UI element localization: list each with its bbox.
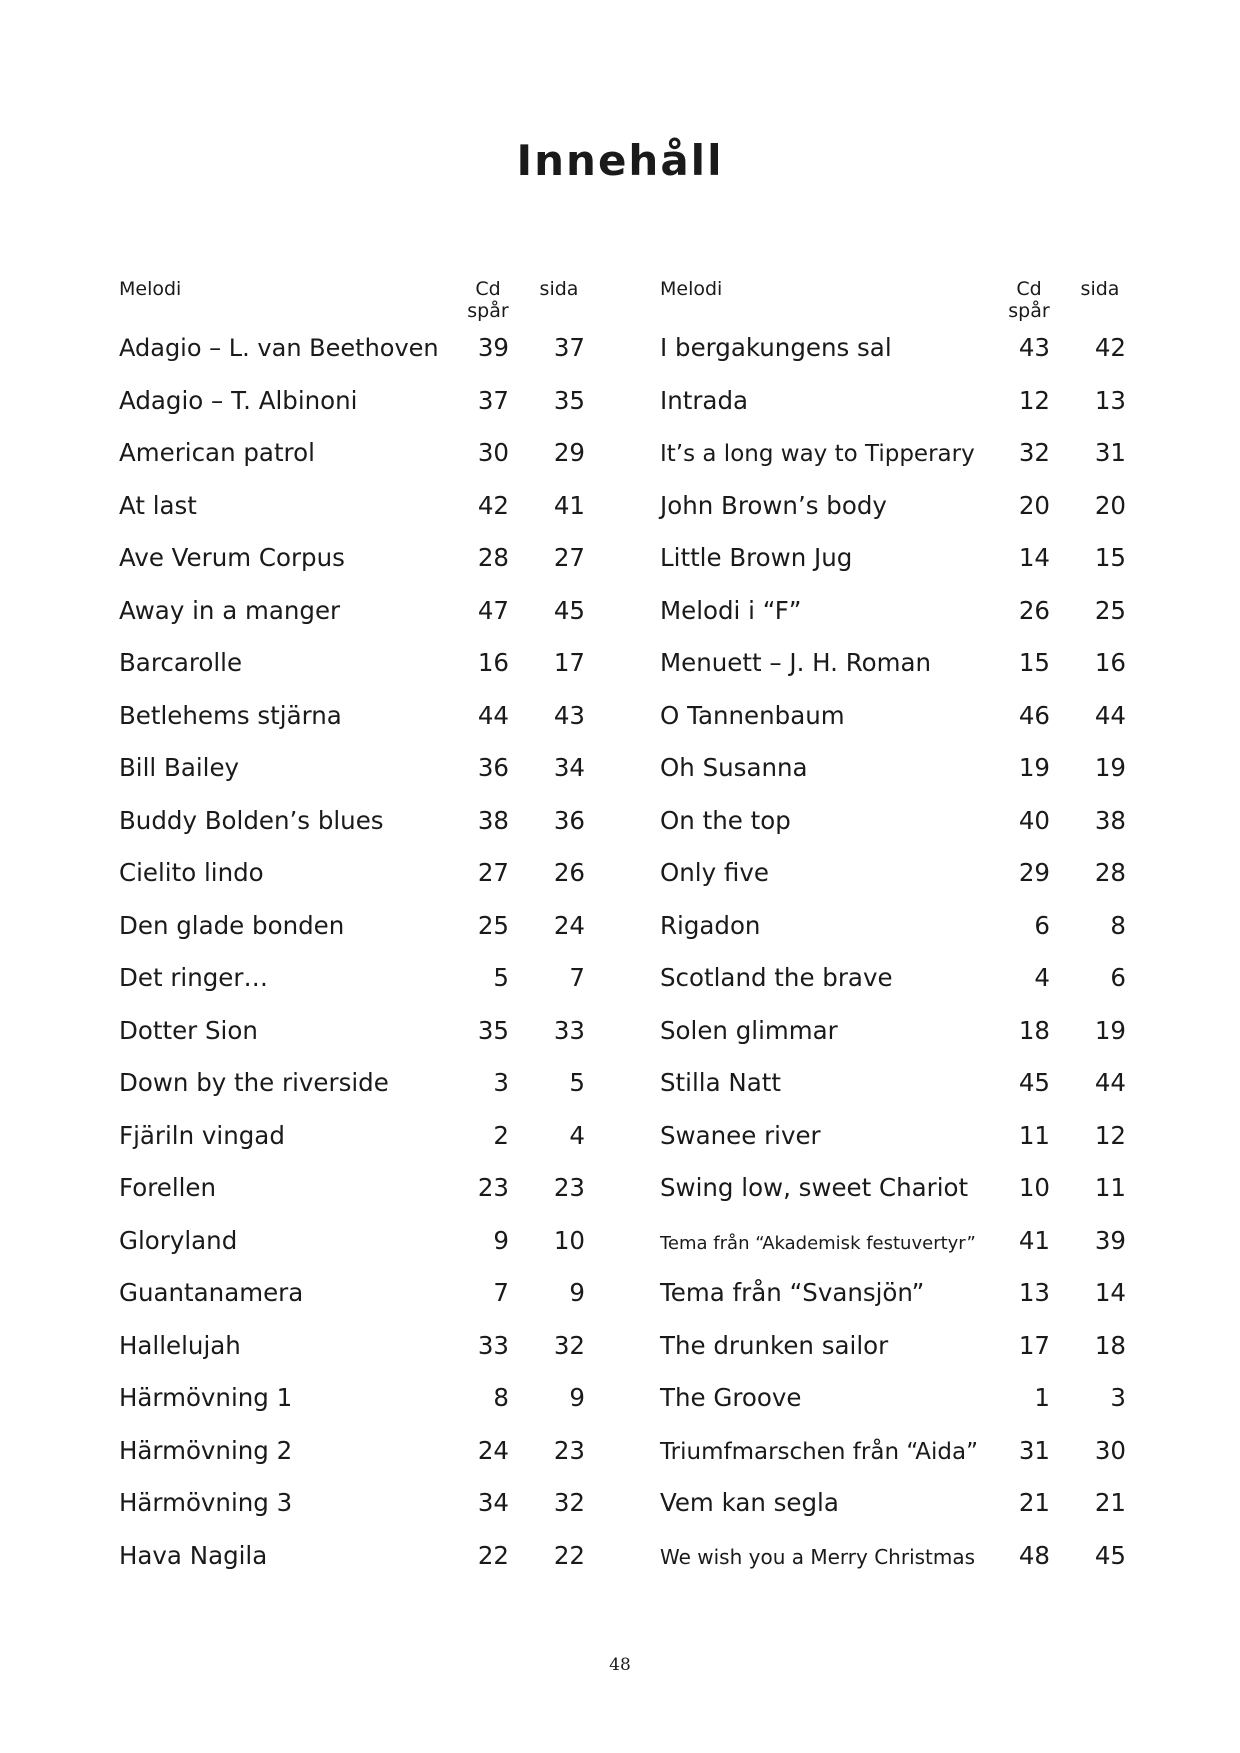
toc-row — [660, 858, 1126, 911]
page-reference: 7 — [569, 963, 585, 992]
toc-row — [660, 1278, 1126, 1331]
melody-title: Ave Verum Corpus — [119, 543, 345, 572]
column-header — [119, 278, 585, 322]
toc-row — [119, 963, 585, 1016]
cd-track-number: 39 — [477, 333, 509, 362]
page-reference: 5 — [569, 1068, 585, 1097]
header-page: sida — [1080, 278, 1120, 300]
melody-title: Bill Bailey — [119, 753, 240, 782]
page-reference: 20 — [1094, 490, 1126, 520]
toc-row — [660, 596, 1126, 649]
cd-track-number: 40 — [1018, 805, 1050, 835]
page-reference: 33 — [553, 1015, 585, 1045]
cd-track-number: 27 — [477, 858, 509, 887]
page-reference: 15 — [1094, 543, 1126, 572]
page-reference: 3 — [1110, 1383, 1126, 1412]
melody-title: The drunken sailor — [660, 1330, 889, 1360]
cd-track-number: 37 — [477, 385, 509, 415]
toc-row — [660, 753, 1126, 806]
cd-track-number: 13 — [1018, 1278, 1050, 1307]
cd-track-number: 26 — [1018, 595, 1050, 625]
melody-title: Buddy Bolden’s blues — [119, 805, 384, 835]
page-reference: 19 — [1094, 753, 1126, 782]
page-reference: 39 — [1094, 1225, 1126, 1255]
cd-track-number: 1 — [1034, 1383, 1050, 1412]
toc-row — [660, 648, 1126, 701]
page-reference: 45 — [553, 595, 585, 625]
cd-track-number: 47 — [477, 595, 509, 625]
page-reference: 42 — [1094, 333, 1126, 362]
toc-row — [119, 543, 585, 596]
melody-title: The Groove — [660, 1383, 802, 1412]
cd-track-number: 35 — [477, 1015, 509, 1045]
melody-title: Guantanamera — [119, 1278, 304, 1307]
page-reference: 30 — [1094, 1435, 1126, 1465]
melody-title: Det ringer… — [119, 963, 268, 992]
toc-row — [119, 596, 585, 649]
melody-title: Little Brown Jug — [660, 543, 853, 572]
page-reference: 23 — [553, 1435, 585, 1465]
page-reference: 44 — [1094, 1068, 1126, 1097]
toc-row — [660, 1541, 1126, 1594]
cd-track-number: 18 — [1018, 1015, 1050, 1045]
header-track: Cd spår — [467, 278, 509, 322]
page-reference: 9 — [569, 1383, 585, 1412]
column-header — [660, 278, 1126, 322]
toc-row — [119, 806, 585, 859]
toc-row — [660, 963, 1126, 1016]
melody-title: Melodi i “F” — [660, 595, 802, 625]
melody-title: O Tannenbaum — [660, 700, 845, 730]
toc-row — [660, 911, 1126, 964]
melody-title: Barcarolle — [119, 648, 243, 677]
melody-title: Adagio – T. Albinoni — [119, 385, 358, 415]
page-reference: 12 — [1094, 1120, 1126, 1150]
cd-track-number: 22 — [477, 1540, 509, 1570]
toc-row — [119, 491, 585, 544]
page-reference: 26 — [553, 858, 585, 887]
melody-title: We wish you a Merry Christmas — [660, 1544, 976, 1569]
cd-track-number: 34 — [477, 1488, 509, 1517]
toc-row — [119, 1436, 585, 1489]
melody-title: Scotland the brave — [660, 963, 893, 992]
toc-row — [119, 1016, 585, 1069]
melody-title: American patrol — [119, 438, 315, 467]
toc-row — [660, 1383, 1126, 1436]
page-reference: 41 — [553, 490, 585, 520]
toc-row — [119, 753, 585, 806]
cd-track-number: 9 — [493, 1225, 509, 1255]
melody-title: Tema från “Akademisk festuvertyr” — [660, 1232, 976, 1254]
page-reference: 10 — [553, 1225, 585, 1255]
melody-title: Cielito lindo — [119, 858, 264, 887]
toc-row — [660, 1226, 1126, 1279]
melody-title: Hallelujah — [119, 1330, 241, 1360]
page-reference: 44 — [1094, 700, 1126, 730]
cd-track-number: 11 — [1018, 1120, 1050, 1150]
page-reference: 27 — [553, 543, 585, 572]
page-reference: 34 — [553, 753, 585, 782]
header-page: sida — [539, 278, 579, 300]
cd-track-number: 43 — [1018, 333, 1050, 362]
melody-title: Betlehems stjärna — [119, 700, 342, 730]
cd-track-number: 29 — [1018, 858, 1050, 887]
toc-row — [660, 1121, 1126, 1174]
page-reference: 19 — [1094, 1015, 1126, 1045]
page-reference: 17 — [553, 648, 585, 677]
page-reference: 29 — [553, 438, 585, 467]
toc-row — [119, 1278, 585, 1331]
cd-track-number: 31 — [1018, 1435, 1050, 1465]
toc-row — [660, 491, 1126, 544]
toc-row — [119, 1541, 585, 1594]
cd-track-number: 36 — [477, 753, 509, 782]
melody-title: It’s a long way to Tipperary — [660, 441, 975, 467]
cd-track-number: 16 — [477, 648, 509, 677]
toc-row — [119, 858, 585, 911]
page-reference: 6 — [1110, 963, 1126, 992]
page-reference: 38 — [1094, 805, 1126, 835]
melody-title: Tema från “Svansjön” — [660, 1278, 925, 1307]
melody-title: Adagio – L. van Beethoven — [119, 334, 439, 362]
toc-row — [119, 1331, 585, 1384]
toc-row — [660, 1331, 1126, 1384]
page-reference: 35 — [553, 385, 585, 415]
toc-list-right — [660, 333, 1126, 1593]
toc-column-right — [660, 278, 1126, 1593]
melody-title: Only five — [660, 858, 769, 887]
cd-track-number: 7 — [493, 1278, 509, 1307]
page-reference: 31 — [1094, 438, 1126, 467]
page-reference: 28 — [1094, 858, 1126, 887]
cd-track-number: 46 — [1018, 700, 1050, 730]
melody-title: Menuett – J. H. Roman — [660, 648, 932, 677]
cd-track-number: 44 — [477, 700, 509, 730]
melody-title: Swanee river — [660, 1120, 821, 1150]
melody-title: Vem kan segla — [660, 1488, 839, 1517]
melody-title: On the top — [660, 805, 791, 835]
toc-column-left — [119, 278, 585, 1593]
melody-title: I bergakungens sal — [660, 333, 892, 362]
cd-track-number: 12 — [1018, 385, 1050, 415]
page-reference: 18 — [1094, 1330, 1126, 1360]
toc-row — [119, 333, 585, 386]
cd-track-number: 21 — [1018, 1488, 1050, 1517]
cd-track-number: 48 — [1018, 1540, 1050, 1570]
page-reference: 37 — [553, 333, 585, 362]
melody-title: Fjäriln vingad — [119, 1120, 285, 1150]
page-reference: 11 — [1094, 1173, 1126, 1202]
header-melody: Melodi — [660, 278, 723, 300]
cd-track-number: 25 — [477, 910, 509, 940]
page-reference: 14 — [1094, 1278, 1126, 1307]
toc-row — [119, 1383, 585, 1436]
page-reference: 36 — [553, 805, 585, 835]
toc-list-left — [119, 333, 585, 1593]
cd-track-number: 3 — [493, 1068, 509, 1097]
cd-track-number: 45 — [1018, 1068, 1050, 1097]
toc-row — [660, 1016, 1126, 1069]
cd-track-number: 14 — [1018, 543, 1050, 572]
toc-row — [119, 1173, 585, 1226]
header-track: Cd spår — [1008, 278, 1050, 322]
toc-row — [119, 438, 585, 491]
page-reference: 24 — [553, 910, 585, 940]
page-reference: 21 — [1094, 1488, 1126, 1517]
toc-row — [119, 701, 585, 754]
toc-row — [119, 911, 585, 964]
melody-title: Away in a manger — [119, 595, 341, 625]
cd-track-number: 42 — [477, 490, 509, 520]
melody-title: Hava Nagila — [119, 1540, 268, 1570]
melody-title: Intrada — [660, 385, 749, 415]
toc-row — [660, 701, 1126, 754]
cd-track-number: 20 — [1018, 490, 1050, 520]
page-reference: 43 — [553, 700, 585, 730]
melody-title: Härmövning 3 — [119, 1488, 293, 1517]
page-reference: 13 — [1094, 385, 1126, 415]
melody-title: Gloryland — [119, 1225, 238, 1255]
toc-row — [660, 1488, 1126, 1541]
cd-track-number: 8 — [493, 1383, 509, 1412]
cd-track-number: 32 — [1018, 438, 1050, 467]
melody-title: Swing low, sweet Chariot — [660, 1173, 969, 1202]
toc-row — [660, 806, 1126, 859]
cd-track-number: 10 — [1018, 1173, 1050, 1202]
page-reference: 23 — [553, 1173, 585, 1202]
cd-track-number: 5 — [493, 963, 509, 992]
page-reference: 32 — [553, 1330, 585, 1360]
melody-title: Oh Susanna — [660, 753, 808, 782]
page-reference: 4 — [569, 1120, 585, 1150]
cd-track-number: 2 — [493, 1120, 509, 1150]
cd-track-number: 33 — [477, 1330, 509, 1360]
toc-row — [660, 1436, 1126, 1489]
cd-track-number: 23 — [477, 1173, 509, 1202]
cd-track-number: 6 — [1034, 910, 1050, 940]
melody-title: Rigadon — [660, 910, 761, 940]
cd-track-number: 24 — [477, 1435, 509, 1465]
page-reference: 45 — [1094, 1540, 1126, 1570]
toc-row — [660, 438, 1126, 491]
toc-row — [119, 1121, 585, 1174]
melody-title: Triumfmarschen från “Aida” — [660, 1438, 979, 1465]
cd-track-number: 38 — [477, 805, 509, 835]
melody-title: Stilla Natt — [660, 1068, 781, 1097]
cd-track-number: 19 — [1018, 753, 1050, 782]
melody-title: Dotter Sion — [119, 1015, 258, 1045]
cd-track-number: 15 — [1018, 648, 1050, 677]
toc-row — [119, 1226, 585, 1279]
cd-track-number: 17 — [1018, 1330, 1050, 1360]
melody-title: John Brown’s body — [660, 490, 887, 520]
cd-track-number: 4 — [1034, 963, 1050, 992]
page-number: 48 — [609, 1655, 631, 1675]
melody-title: At last — [119, 490, 197, 520]
melody-title: Härmövning 2 — [119, 1435, 293, 1465]
toc-row — [660, 1068, 1126, 1121]
page-reference: 22 — [553, 1540, 585, 1570]
toc-row — [660, 543, 1126, 596]
toc-row — [119, 648, 585, 701]
header-melody: Melodi — [119, 278, 182, 300]
toc-row — [660, 1173, 1126, 1226]
toc-row — [119, 1068, 585, 1121]
toc-row — [119, 1488, 585, 1541]
page-reference: 8 — [1110, 910, 1126, 940]
melody-title: Solen glimmar — [660, 1015, 838, 1045]
cd-track-number: 30 — [477, 438, 509, 467]
melody-title: Den glade bonden — [119, 910, 345, 940]
melody-title: Forellen — [119, 1173, 217, 1202]
page-reference: 9 — [569, 1278, 585, 1307]
melody-title: Down by the riverside — [119, 1068, 389, 1097]
page-reference: 32 — [553, 1488, 585, 1517]
toc-row — [660, 333, 1126, 386]
cd-track-number: 41 — [1018, 1225, 1050, 1255]
page-reference: 16 — [1094, 648, 1126, 677]
page-reference: 25 — [1094, 595, 1126, 625]
toc-row — [119, 386, 585, 439]
cd-track-number: 28 — [477, 543, 509, 572]
page-title: Innehåll — [516, 136, 724, 185]
toc-row — [660, 386, 1126, 439]
melody-title: Härmövning 1 — [119, 1383, 293, 1412]
